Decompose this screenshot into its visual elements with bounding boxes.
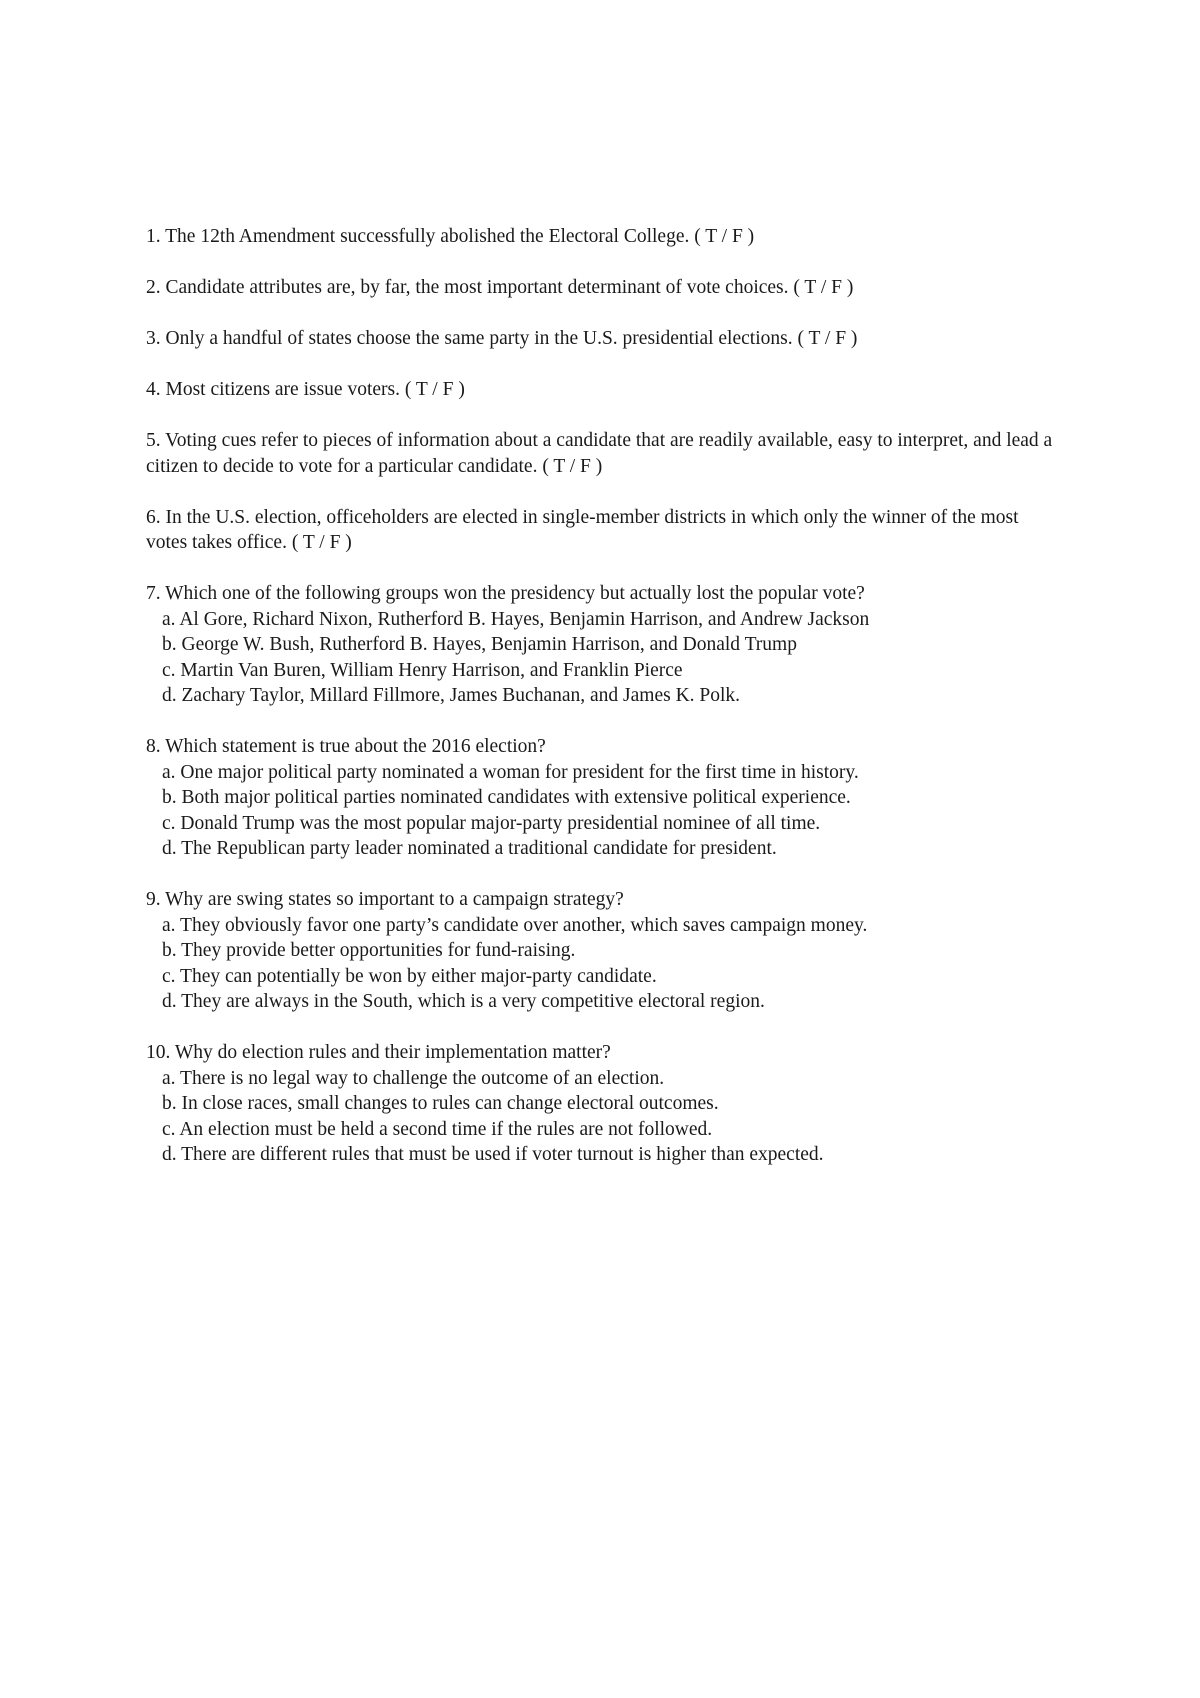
question-text: 4. Most citizens are issue voters. ( T / F ) xyxy=(146,379,465,400)
question-6 xyxy=(146,505,1056,556)
answer-option-c: c. They can potentially be won by either major-party candidate. xyxy=(162,965,657,987)
question-10 xyxy=(146,1040,1056,1168)
answer-option-d: d. They are always in the South, which is a very competitive electoral region. xyxy=(162,991,765,1012)
answer-option-b: b. They provide better opportunities for fund-raising. xyxy=(162,940,576,961)
answer-option-d: d. There are different rules that must be used if voter turnout is higher than expected. xyxy=(162,1144,824,1165)
question-4 xyxy=(146,377,1056,403)
answer-option-c: c. Martin Van Buren, William Henry Harrison, and Franklin Pierce xyxy=(162,659,683,681)
answer-option-d: d. The Republican party leader nominated a traditional candidate for president. xyxy=(162,838,777,859)
answer-options xyxy=(146,607,1056,709)
question-text: 2. Candidate attributes are, by far, the most important determinant of vote choices. ( T / F ) xyxy=(146,277,854,298)
answer-option-d: d. Zachary Taylor, Millard Fillmore, James Buchanan, and James K. Polk. xyxy=(162,685,741,706)
question-text: 6. In the U.S. election, officeholders are elected in single-member districts in which only the winner of the most votes takes office. ( T / F ) xyxy=(146,506,1019,553)
question-7 xyxy=(146,581,1056,709)
question-text: 7. Which one of the following groups won the presidency but actually lost the popular vote? xyxy=(146,583,865,604)
question-5 xyxy=(146,428,1056,479)
answer-option-a: a. There is no legal way to challenge the outcome of an election. xyxy=(162,1067,665,1089)
question-1 xyxy=(146,224,1056,250)
question-2 xyxy=(146,275,1056,301)
answer-option-b: b. Both major political parties nominated candidates with extensive political experience. xyxy=(162,787,851,808)
answer-option-a: a. One major political party nominated a woman for president for the first time in history. xyxy=(162,761,859,783)
question-text: 8. Which statement is true about the 2016 election? xyxy=(146,736,546,757)
answer-option-b: b. In close races, small changes to rules can change electoral outcomes. xyxy=(162,1093,719,1114)
answer-options xyxy=(146,913,1056,1015)
question-9 xyxy=(146,887,1056,1015)
answer-option-c: c. An election must be held a second time if the rules are not followed. xyxy=(162,1118,713,1140)
question-3 xyxy=(146,326,1056,352)
answer-option-c: c. Donald Trump was the most popular major-party presidential nominee of all time. xyxy=(162,812,821,834)
question-text: 5. Voting cues refer to pieces of information about a candidate that are readily available, easy to interpret, and lead a citizen to decide to vote for a particular candidate. ( T / F ) xyxy=(146,430,1053,477)
answer-options xyxy=(146,760,1056,862)
answer-option-a: a. Al Gore, Richard Nixon, Rutherford B. Hayes, Benjamin Harrison, and Andrew Jackson xyxy=(162,608,870,630)
question-8 xyxy=(146,734,1056,862)
question-text: 9. Why are swing states so important to a campaign strategy? xyxy=(146,889,624,910)
question-text: 10. Why do election rules and their implementation matter? xyxy=(146,1042,611,1063)
question-text: 3. Only a handful of states choose the same party in the U.S. presidential elections. ( T / F ) xyxy=(146,328,858,349)
answer-options xyxy=(146,1066,1056,1168)
answer-option-a: a. They obviously favor one party’s candidate over another, which saves campaign money. xyxy=(162,914,868,936)
question-text: 1. The 12th Amendment successfully abolished the Electoral College. ( T / F ) xyxy=(146,226,755,247)
question-list xyxy=(146,224,1056,1193)
answer-option-b: b. George W. Bush, Rutherford B. Hayes, Benjamin Harrison, and Donald Trump xyxy=(162,634,797,655)
